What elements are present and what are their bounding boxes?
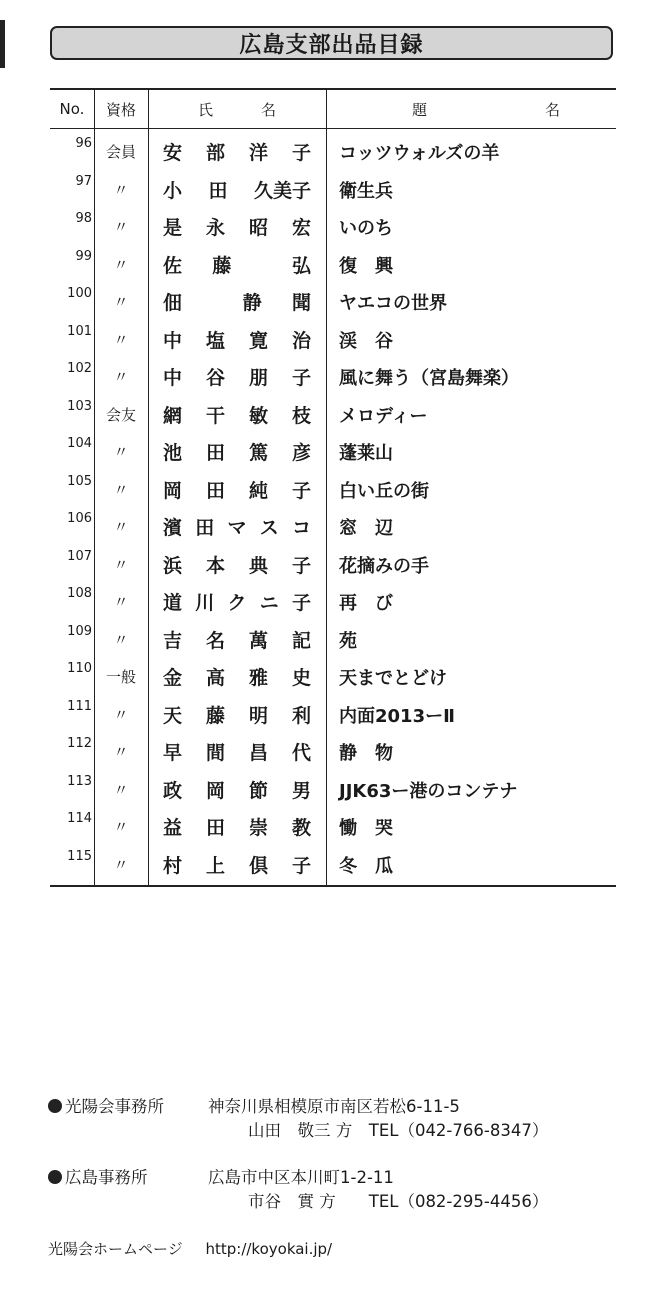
name-char: 昌 — [248, 742, 268, 764]
name-char: 節 — [248, 779, 268, 802]
entry-title: 窓 辺 — [339, 518, 393, 539]
entry-title: ヤエコの世界 — [339, 293, 447, 314]
name-char: 倶 — [248, 854, 268, 877]
name-char: 間 — [205, 742, 225, 764]
office-contact: 山田 敬三 方 TEL（042-766-8347） — [248, 1121, 549, 1140]
name-char: 干 — [205, 404, 225, 427]
entry-qualification: 会員 — [105, 143, 136, 161]
table-row — [50, 582, 616, 620]
name-char: 洋 — [248, 142, 268, 164]
entry-number: 108 — [67, 586, 92, 601]
name-char: 部 — [205, 142, 225, 164]
entry-qualification: 〃 — [113, 743, 129, 761]
name-char: 安 — [163, 142, 183, 164]
table-row — [50, 432, 616, 470]
name-char: 村 — [163, 854, 183, 877]
entry-name — [163, 213, 311, 240]
table-row — [50, 770, 616, 808]
entry-name — [163, 326, 311, 353]
name-char: ク — [227, 592, 247, 614]
entry-title: 苑 — [339, 630, 357, 652]
header-title-part: 題 — [412, 100, 428, 119]
entry-name — [163, 851, 311, 878]
office-address: 広島市中区本川町1-2-11 — [208, 1168, 394, 1187]
title-banner — [50, 26, 613, 60]
name-char: 男 — [291, 779, 311, 802]
bullet-icon — [48, 1170, 62, 1184]
entry-number: 112 — [67, 736, 92, 751]
table-row — [50, 207, 616, 245]
entry-number: 104 — [67, 436, 92, 451]
page-title: 広島支部出品目録 — [239, 32, 424, 58]
entry-name — [163, 813, 311, 840]
name-char: 政 — [163, 779, 183, 802]
table-row — [50, 807, 616, 845]
name-char: 宏 — [291, 217, 311, 239]
entry-name — [163, 663, 311, 690]
entry-name — [163, 363, 311, 390]
entry-qualification: 〃 — [113, 218, 129, 236]
name-char: 田 — [195, 517, 215, 539]
name-char: 利 — [291, 704, 311, 727]
entry-title: 静 物 — [339, 743, 393, 764]
table-row — [50, 507, 616, 545]
name-char: 篤 — [248, 442, 268, 464]
table-row — [50, 245, 616, 283]
entry-name — [163, 738, 311, 765]
name-char: 小 — [163, 179, 183, 202]
entry-name — [163, 513, 311, 540]
office-address: 神奈川県相模原市南区若松6-11-5 — [208, 1097, 460, 1116]
name-char: 高 — [205, 667, 225, 689]
homepage-line — [48, 1238, 332, 1259]
entry-number: 107 — [67, 548, 92, 564]
header-title — [326, 90, 616, 128]
header-no: No. — [59, 100, 85, 118]
name-char: 田 — [205, 817, 225, 839]
entry-qualification: 〃 — [113, 368, 129, 386]
entry-name — [163, 588, 311, 615]
name-char: 教 — [291, 817, 311, 839]
entry-number: 99 — [75, 248, 92, 264]
name-char: 藤 — [205, 704, 225, 727]
name-char: 敏 — [248, 404, 268, 427]
homepage-label: 光陽会ホームページ — [48, 1240, 183, 1258]
entry-number: 113 — [67, 773, 92, 789]
entry-qualification: 〃 — [113, 518, 129, 536]
entry-qualification: 〃 — [113, 480, 129, 499]
name-char: 子 — [291, 479, 311, 502]
name-char: ス — [259, 517, 279, 539]
name-char: 吉 — [163, 629, 183, 652]
entry-name — [163, 626, 311, 653]
entry-name — [163, 288, 311, 315]
name-char: 道 — [163, 592, 183, 614]
name-char: 本 — [205, 554, 225, 577]
name-char: 久美子 — [253, 179, 311, 202]
table-row — [50, 845, 616, 883]
name-char: 中 — [163, 367, 183, 389]
entry-title: 白い丘の街 — [339, 480, 429, 502]
name-char: 子 — [291, 854, 311, 877]
entry-qualification: 〃 — [113, 705, 129, 724]
entry-title: メロディー — [339, 405, 428, 427]
name-char: 田 — [205, 442, 225, 464]
entry-title: 蓬莱山 — [339, 443, 393, 464]
entry-number: 106 — [67, 511, 92, 526]
name-char: 佃 — [163, 292, 183, 314]
name-char: 早 — [163, 742, 183, 764]
entry-number: 97 — [75, 173, 92, 189]
name-char: 谷 — [205, 367, 225, 389]
name-char: 弘 — [291, 254, 311, 277]
name-char: 典 — [248, 554, 268, 577]
entry-title: 再 び — [339, 593, 393, 614]
name-char: 純 — [248, 479, 268, 502]
header-name-part: 名 — [261, 100, 277, 119]
name-char: 記 — [291, 629, 311, 652]
name-char: 子 — [291, 592, 311, 614]
office-label: 光陽会事務所 — [48, 1093, 164, 1117]
name-char: 田 — [208, 179, 228, 202]
entry-qualification: 〃 — [113, 555, 129, 574]
table-row — [50, 395, 616, 433]
name-char: 治 — [291, 329, 311, 352]
name-char: 子 — [291, 554, 311, 577]
name-char: 浜 — [163, 554, 183, 577]
entry-title: 衛生兵 — [339, 180, 393, 202]
name-char: 網 — [163, 404, 183, 427]
name-char: 是 — [163, 217, 183, 239]
name-char: 崇 — [248, 817, 268, 839]
entry-qualification: 〃 — [113, 293, 129, 311]
name-char: 永 — [205, 217, 225, 239]
name-char: 池 — [163, 442, 183, 464]
name-char: 枝 — [291, 404, 311, 427]
entry-qualification: 〃 — [113, 180, 129, 199]
entry-number: 96 — [75, 136, 92, 151]
table-row — [50, 545, 616, 583]
name-char: 昭 — [248, 217, 268, 239]
entry-qualification: 〃 — [113, 818, 129, 836]
name-char: 岡 — [163, 479, 183, 502]
name-char: 萬 — [248, 629, 268, 652]
name-char: 名 — [205, 629, 225, 652]
entry-number: 111 — [67, 698, 92, 714]
name-char: 金 — [163, 667, 183, 689]
table-row — [50, 170, 616, 208]
table-row — [50, 132, 616, 170]
entry-title: 天までとどけ — [339, 668, 447, 689]
entry-number: 105 — [67, 473, 92, 489]
entry-number: 109 — [67, 623, 92, 639]
edge-mark — [0, 20, 5, 68]
entry-qualification: 〃 — [113, 780, 129, 799]
table-bottom-rule — [50, 885, 616, 887]
table-row — [50, 695, 616, 733]
name-char: 静 — [242, 292, 262, 314]
name-char: 上 — [205, 854, 225, 877]
entry-number: 98 — [75, 211, 92, 226]
table-row — [50, 357, 616, 395]
name-char: 寛 — [248, 329, 268, 352]
table-row — [50, 320, 616, 358]
table-body — [50, 132, 616, 882]
entry-name — [163, 138, 311, 165]
entry-title: コッツウォルズの羊 — [339, 143, 500, 164]
header-title-part: 名 — [545, 100, 561, 119]
entry-title: 冬 瓜 — [339, 855, 393, 877]
name-char: 子 — [291, 142, 311, 164]
name-char: 岡 — [205, 779, 225, 802]
name-char: 中 — [163, 329, 183, 352]
entry-name — [163, 176, 311, 203]
entry-name — [163, 251, 311, 278]
table-row — [50, 732, 616, 770]
entry-qualification: 〃 — [113, 630, 129, 649]
entry-title: 花摘みの手 — [339, 555, 429, 577]
name-char: 朋 — [248, 367, 268, 389]
entry-qualification: 〃 — [113, 593, 129, 611]
table-header-rule — [50, 128, 616, 129]
name-char: 聞 — [291, 292, 311, 314]
header-name-part: 氏 — [197, 100, 213, 119]
name-char: 明 — [248, 704, 268, 727]
name-char: 益 — [163, 817, 183, 839]
entry-title: 風に舞う（宮島舞楽） — [339, 368, 519, 389]
office-contact: 市谷 實 方 TEL（082-295-4456） — [248, 1192, 549, 1211]
entry-number: 114 — [67, 811, 92, 826]
entry-name — [163, 701, 311, 728]
entry-name — [163, 401, 311, 428]
name-char: 彦 — [291, 442, 311, 464]
name-char: 濱 — [163, 517, 183, 539]
name-char: 代 — [291, 742, 311, 764]
entry-name — [163, 476, 311, 503]
entry-number: 103 — [67, 398, 92, 414]
entry-qualification: 〃 — [113, 443, 129, 461]
entry-name — [163, 776, 311, 803]
name-char: 塩 — [205, 329, 225, 352]
entry-qualification: 会友 — [105, 405, 136, 424]
name-char: 天 — [163, 704, 183, 727]
entry-number: 101 — [67, 323, 92, 339]
name-char: 史 — [291, 667, 311, 689]
table-row — [50, 620, 616, 658]
entry-number: 110 — [67, 661, 92, 676]
entry-number: 115 — [67, 848, 92, 864]
table-row — [50, 657, 616, 695]
entry-name — [163, 438, 311, 465]
table-row — [50, 470, 616, 508]
name-char: 藤 — [212, 254, 232, 277]
entry-title: いのち — [339, 218, 393, 239]
entry-number: 100 — [67, 286, 92, 301]
name-char: ニ — [259, 592, 279, 614]
header-name — [148, 90, 326, 128]
entry-qualification: 〃 — [113, 855, 129, 874]
entry-title: 慟 哭 — [339, 818, 393, 839]
name-char: 田 — [205, 479, 225, 502]
entry-number: 102 — [67, 361, 92, 376]
header-qualification: 資格 — [105, 100, 136, 119]
name-char: マ — [227, 517, 247, 539]
name-char: 川 — [195, 592, 215, 614]
entry-title: 内面2013ーⅡ — [339, 705, 455, 727]
office-label: 広島事務所 — [48, 1164, 148, 1188]
entry-qualification: 一般 — [105, 668, 136, 686]
entry-qualification: 〃 — [113, 255, 129, 274]
table-row — [50, 282, 616, 320]
entry-qualification: 〃 — [113, 330, 129, 349]
name-char: 子 — [291, 367, 311, 389]
entry-title: 復 興 — [339, 255, 393, 277]
entry-title: 渓 谷 — [339, 330, 393, 352]
homepage-link[interactable]: http://koyokai.jp/ — [205, 1240, 333, 1258]
entry-title: JJK63ー港のコンテナ — [339, 780, 518, 802]
name-char: 佐 — [163, 254, 183, 277]
name-char: 雅 — [248, 667, 268, 689]
entry-name — [163, 551, 311, 578]
bullet-icon — [48, 1099, 62, 1113]
name-char: コ — [291, 517, 311, 539]
